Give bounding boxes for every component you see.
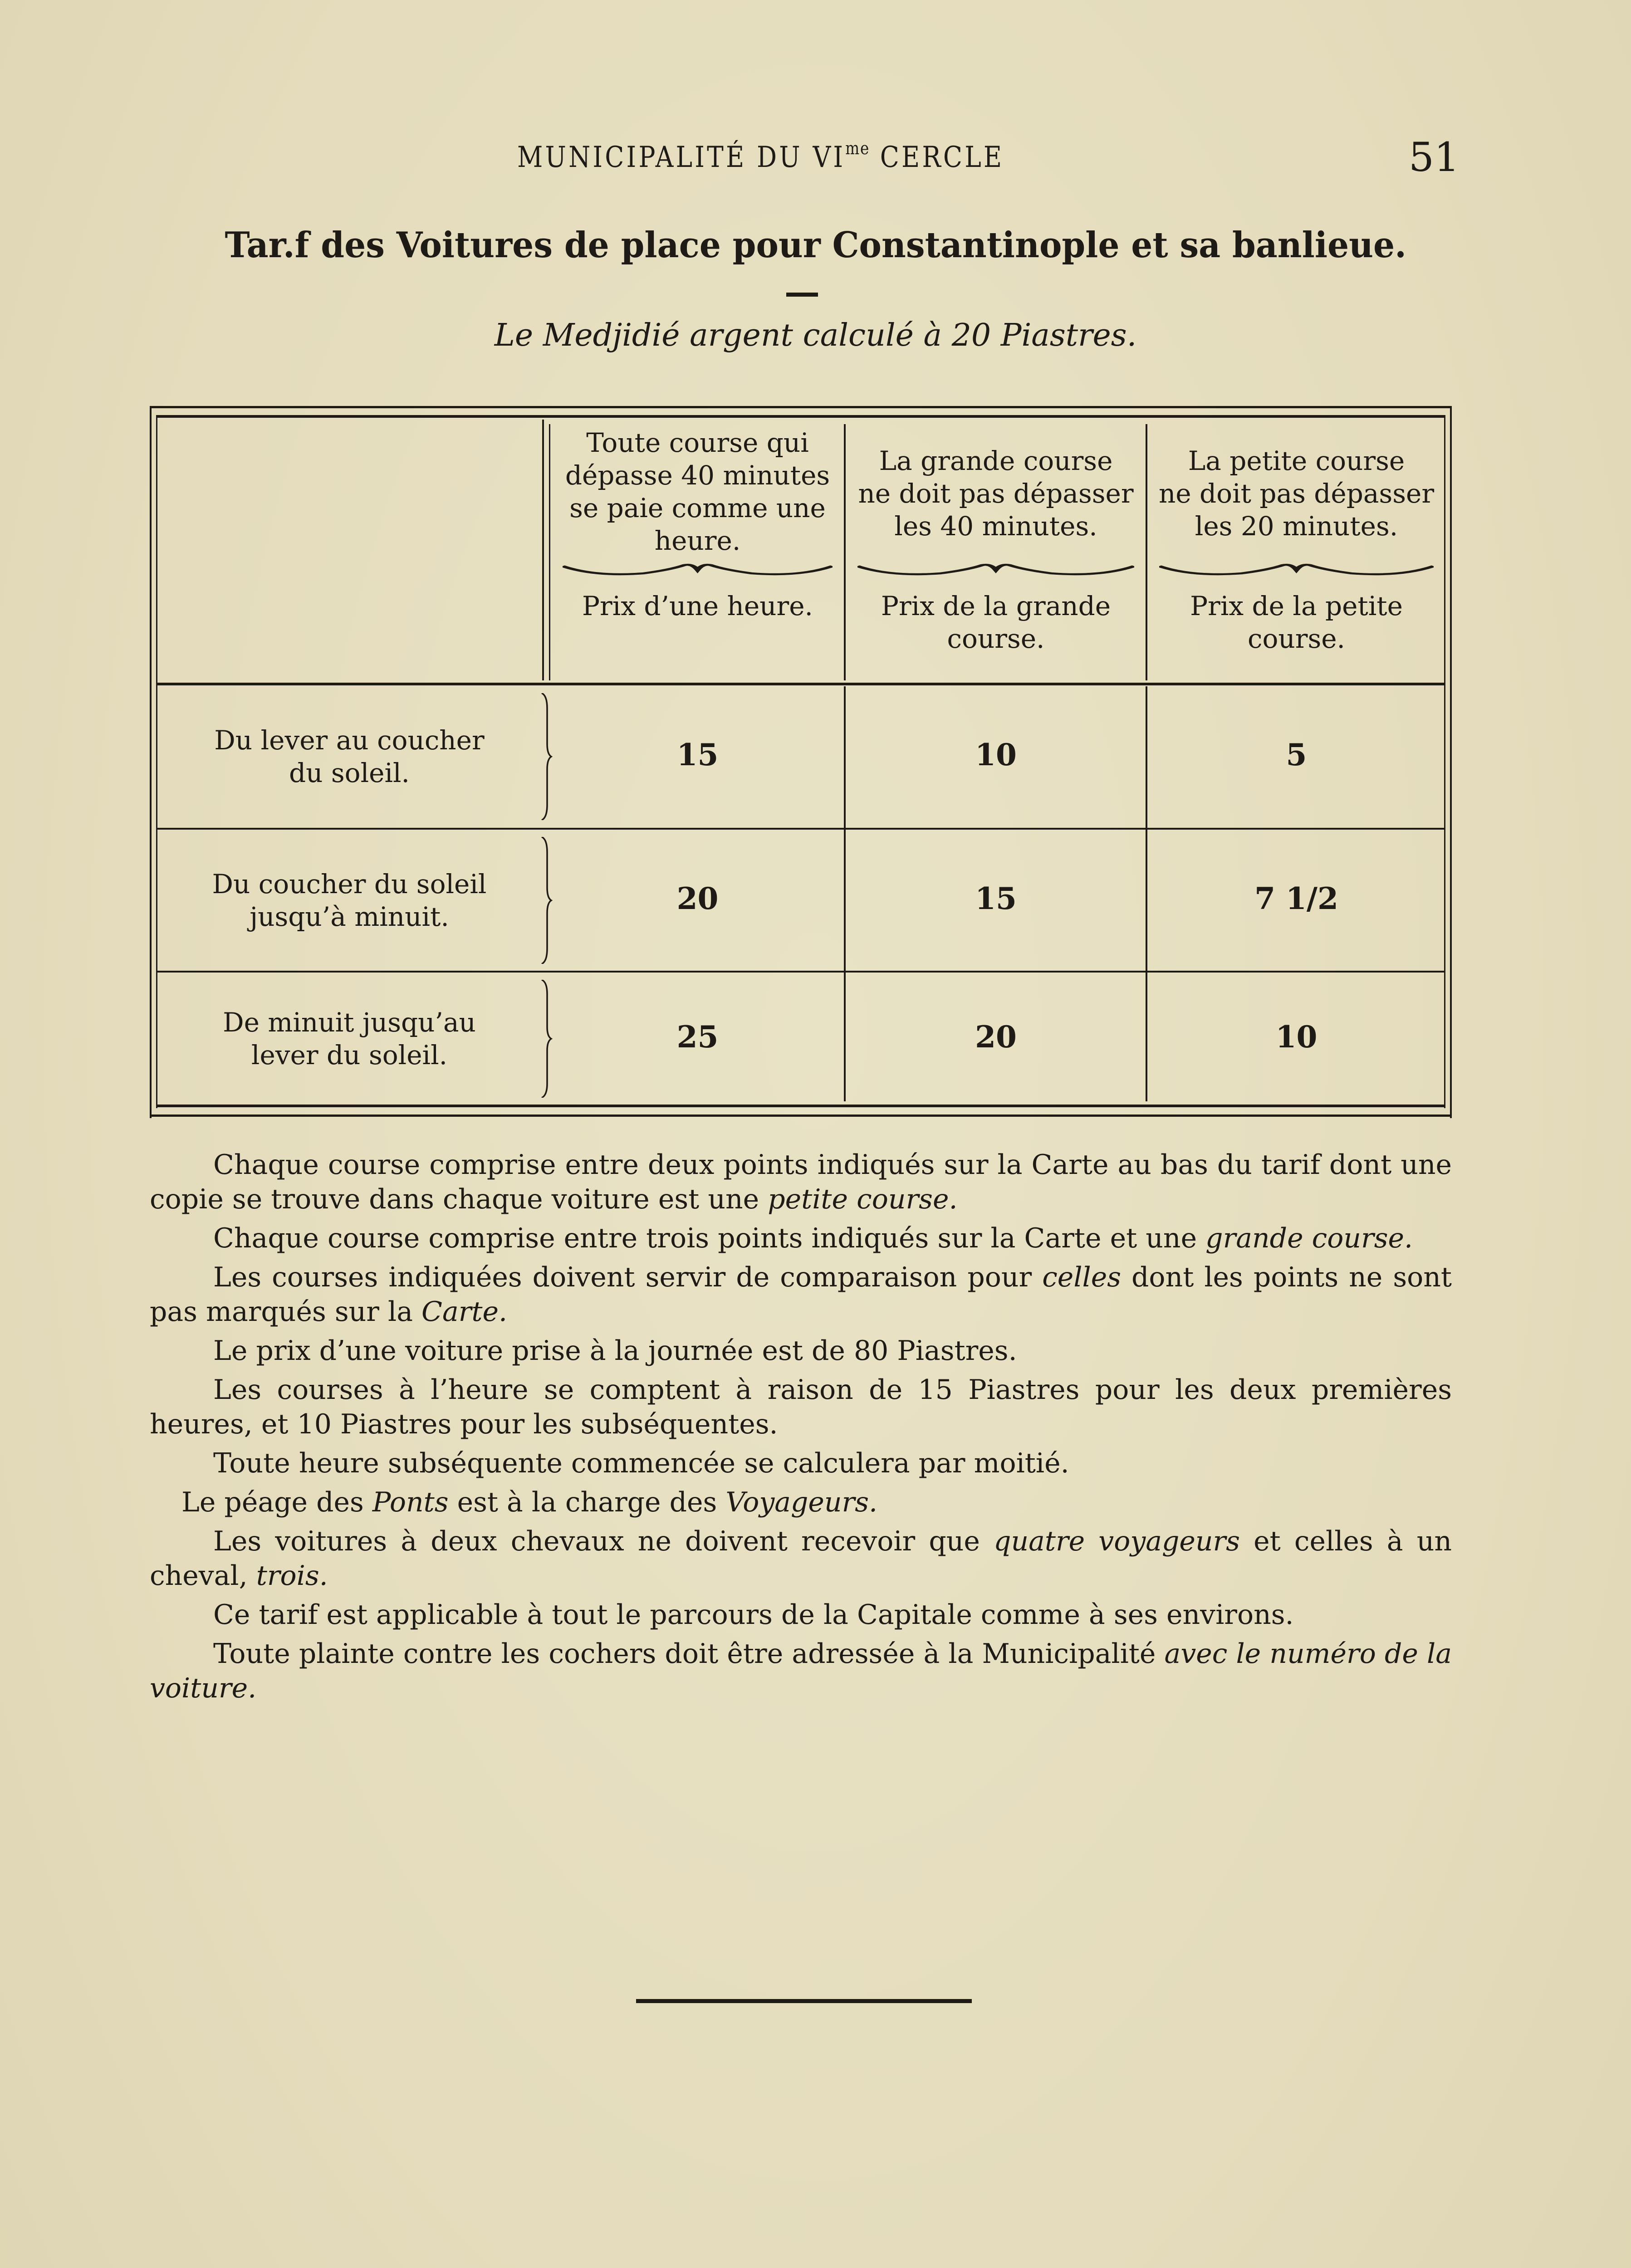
column-description-line: ne doit pas dépasser [858, 478, 1134, 509]
column-divider [542, 420, 544, 680]
price-value: 15 [975, 881, 1017, 916]
body-text [150, 1148, 1452, 1710]
brace-icon [539, 980, 553, 1098]
body-paragraph [150, 1446, 1452, 1481]
row-label [163, 868, 535, 933]
price-label-line: course. [1247, 623, 1345, 654]
price-label-line: Prix de la grande [881, 591, 1111, 621]
body-paragraph [150, 1260, 1452, 1329]
italic-text: Carte. [421, 1296, 508, 1328]
column-divider [844, 686, 846, 1101]
italic-text: Voyageurs. [725, 1486, 878, 1518]
price-label [846, 590, 1146, 655]
paragraph-text: Les voitures à deux chevaux ne doivent recevoir que [213, 1525, 994, 1557]
running-head [517, 138, 1004, 174]
price-label-line: Prix d’une heure. [582, 591, 813, 621]
table-border-left-inner [156, 416, 157, 1108]
column-divider [1146, 424, 1147, 680]
row-label [163, 724, 535, 789]
page-title-text: Tar.f des Voitures de place pour Constantinople et sa banlieue. [225, 225, 1406, 266]
price-label-line: Prix de la petite [1190, 591, 1403, 621]
body-paragraph [150, 1334, 1452, 1368]
price-value: 10 [1275, 1019, 1318, 1055]
table-bottom-rule [150, 1114, 1452, 1117]
price-label-line: course. [947, 623, 1045, 654]
body-paragraph [150, 1221, 1452, 1256]
table-header-rule [156, 683, 1445, 685]
column-description-line: dépasse 40 minutes [565, 460, 830, 491]
italic-text: Ponts [372, 1486, 449, 1518]
column-description-line: heure. [654, 525, 741, 556]
end-rule-divider [636, 1999, 972, 2003]
paragraph-text: Le prix d’une voiture prise à la journée est de 80 Piastres. [213, 1335, 1017, 1367]
italic-text: grande course. [1205, 1222, 1413, 1254]
paragraph-text: Le péage des [181, 1486, 372, 1518]
column-description-line: ne doit pas dépasser [1158, 478, 1435, 509]
row-label-line: De minuit jusqu’au [223, 1007, 476, 1038]
table-top-rule-inner [156, 415, 1445, 418]
italic-text: petite course. [768, 1183, 958, 1215]
column-description [1148, 445, 1445, 543]
body-paragraph [150, 1598, 1452, 1632]
subtitle: Le Medjidié argent calculé à 20 Piastres. [494, 318, 1137, 353]
paragraph-text: Chaque course comprise entre deux points indiqués sur la Carte au bas du tarif dont une copie se trouve dans chaque voiture est une [150, 1149, 1452, 1215]
page-number: 51 [1409, 134, 1460, 181]
paragraph-text: Toute plainte contre les cochers doit être adressée à la Municipalité [213, 1638, 1165, 1670]
table-bottom-rule-inner [156, 1105, 1445, 1107]
italic-text: avec le numéro de la voiture. [150, 1638, 1452, 1704]
column-divider [844, 424, 846, 680]
paragraph-text: est à la charge des [448, 1486, 726, 1518]
brace-icon [539, 837, 553, 964]
row-label [163, 1006, 535, 1071]
column-description-line: se paie comme une [569, 493, 826, 523]
running-head-text-end: CERCLE [870, 141, 1004, 174]
tariff-table [150, 406, 1452, 1118]
paragraph-text: Toute heure subséquente commencée se calculera par moitié. [213, 1447, 1069, 1479]
body-paragraph [150, 1148, 1452, 1217]
price-value: 10 [975, 737, 1017, 772]
column-description-line: les 20 minutes. [1195, 511, 1398, 542]
column-description-line: La petite course [1188, 445, 1405, 476]
paragraph-text: Les courses indiquées doivent servir de comparaison pour [213, 1261, 1043, 1293]
paragraph-text: Ce tarif est applicable à tout le parcours de la Capitale comme à ses environs. [213, 1599, 1294, 1631]
price-label [1148, 590, 1445, 655]
column-description [846, 445, 1146, 543]
body-paragraph [150, 1485, 1452, 1520]
flourish-ornament [857, 562, 1134, 581]
paragraph-text: dont les points ne sont pas marqués sur la [150, 1261, 1452, 1328]
table-top-rule [150, 406, 1452, 408]
price-value: 15 [676, 737, 719, 772]
running-head-text: MUNICIPALITÉ DU VI [517, 141, 846, 174]
running-head-superscript: me [845, 138, 870, 158]
brace-icon [539, 693, 553, 820]
body-paragraph [150, 1637, 1452, 1706]
price-value: 20 [975, 1019, 1017, 1055]
flourish-ornament [1159, 562, 1434, 581]
body-paragraph [150, 1524, 1452, 1593]
row-label-line: Du lever au coucher [214, 725, 485, 756]
column-description-line: les 40 minutes. [894, 511, 1097, 542]
page-title [0, 225, 1631, 266]
table-border-right [1450, 406, 1452, 1118]
price-label [551, 590, 844, 622]
price-value: 5 [1286, 737, 1307, 772]
column-divider [1146, 686, 1147, 1101]
row-label-line: lever du soleil. [251, 1040, 448, 1070]
table-row-rule [156, 971, 1445, 973]
column-divider-double [549, 424, 550, 680]
row-label-line: jusqu’à minuit. [250, 901, 449, 932]
column-description-line: Toute course qui [586, 427, 809, 458]
table-row-rule [156, 828, 1445, 830]
table-border-left [150, 406, 152, 1118]
price-value: 7 1/2 [1254, 881, 1338, 916]
row-label-line: Du coucher du soleil [212, 869, 487, 899]
paragraph-text: et celles à un cheval, [150, 1525, 1452, 1592]
flourish-ornament [563, 562, 833, 581]
italic-text: quatre voyageurs [994, 1525, 1240, 1557]
title-dash-divider [786, 293, 818, 297]
paragraph-text: Les courses à l’heure se comptent à raison de 15 Piastres pour les deux premières heures, et 10 Piastres pour les subséquentes. [150, 1374, 1452, 1440]
column-description [551, 426, 844, 557]
italic-text: celles [1042, 1261, 1121, 1293]
paragraph-text: Chaque course comprise entre trois points indiqués sur la Carte et une [213, 1222, 1206, 1254]
italic-text: trois. [256, 1560, 328, 1592]
price-value: 20 [676, 881, 719, 916]
column-description-line: La grande course [879, 445, 1113, 476]
row-label-line: du soleil. [289, 758, 410, 788]
price-value: 25 [676, 1019, 719, 1055]
body-paragraph [150, 1373, 1452, 1442]
